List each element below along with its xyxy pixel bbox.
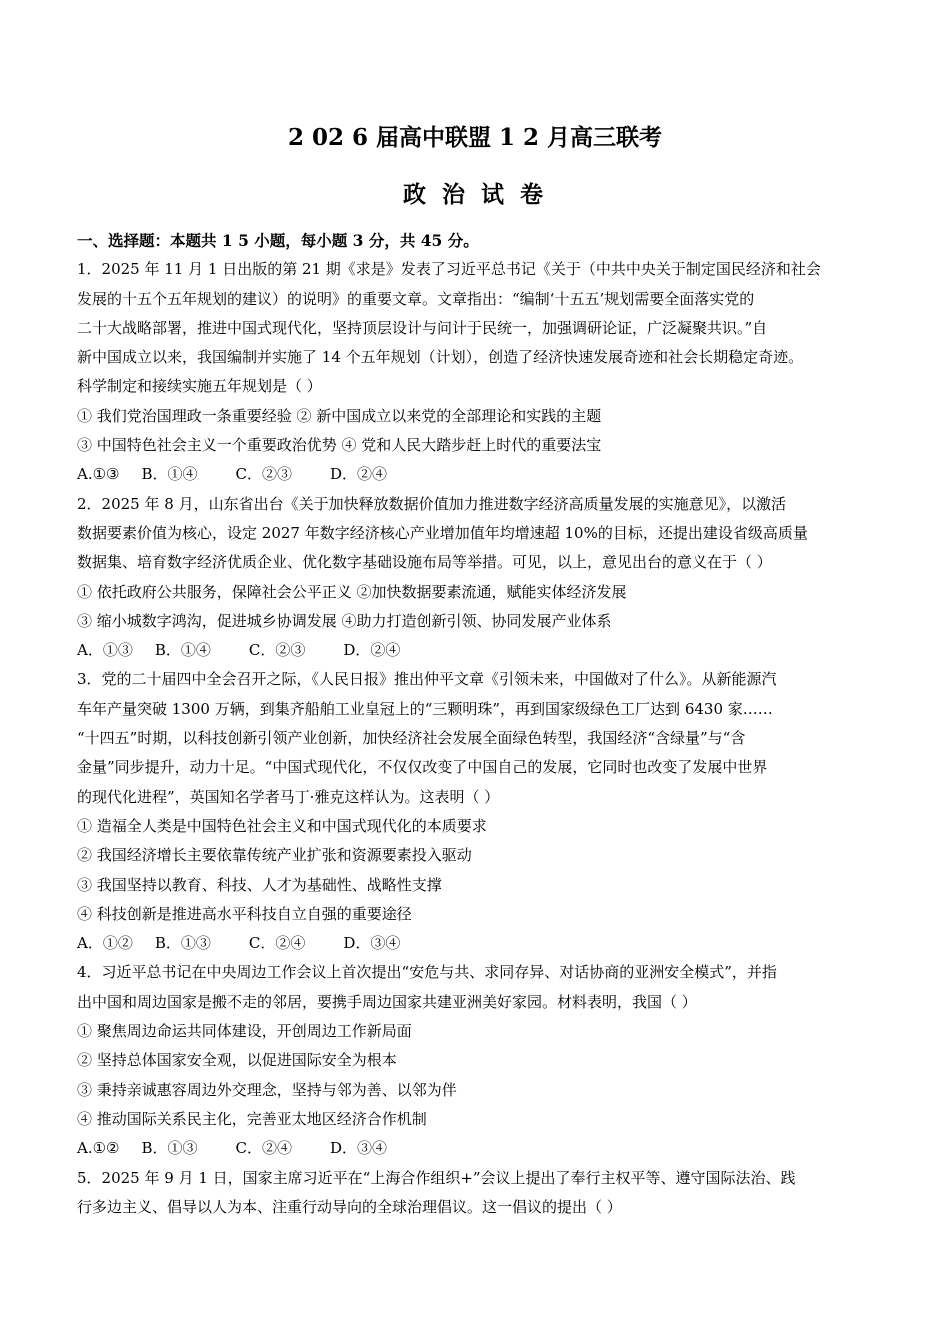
- statement-line: ④ 推动国际关系民主化，完善亚太地区经济合作机制: [77, 1109, 427, 1128]
- question-stem-line: 2．2025 年 8 月，山东省出台《关于加快释放数据价值加力推进数字经济高质量发展的实施意见》，以激活: [77, 494, 787, 513]
- answer-option[interactable]: A．①③: [77, 641, 133, 660]
- question-stem-line: 出中国和周边国家是搬不走的邻居，要携手周边国家共建亚洲美好家园。材料表明，我国（ ）: [77, 992, 697, 1011]
- question-stem-line: 行多边主义、倡导以人为本、注重行动导向的全球治理倡议。这一倡议的提出（ ）: [77, 1197, 622, 1216]
- question-stem-line: 二十大战略部署，推进中国式现代化，坚持顶层设计与问计于民统一，加强调研论证，广泛凝聚共识。”自: [77, 318, 768, 337]
- answer-option[interactable]: D．②④: [330, 465, 388, 484]
- exam-title: 2 02 6 届高中联盟 1 2 月高三联考: [287, 124, 663, 151]
- question-stem-line: 数据集、培育数字经济优质企业、优化数字基础设施布局等举措。可见，以上，意见出台的意义在于（ ）: [77, 553, 772, 572]
- statement-line: ③ 我国坚持以教育、科技、人才为基础性、战略性支撑: [77, 875, 442, 894]
- answer-option[interactable]: A.①③: [77, 465, 120, 484]
- answer-option[interactable]: B．①③: [141, 1139, 198, 1158]
- answer-option[interactable]: D．③④: [343, 934, 401, 953]
- answer-option[interactable]: D．③④: [330, 1139, 388, 1158]
- question-block: [77, 490, 907, 666]
- question-stem-line: 发展的十五个五年规划的建议）的说明》的重要文章。文章指出：“编制‘十五五’规划需要全面落实党的: [77, 289, 755, 308]
- statement-line: ① 聚焦周边命运共同体建设，开创周边工作新局面: [77, 1022, 412, 1041]
- answer-options: [77, 636, 907, 665]
- answer-option[interactable]: A.①②: [77, 1139, 120, 1158]
- question-stem-line: 新中国成立以来，我国编制并实施了 14 个五年规划（计划），创造了经济快速发展奇迹和社会长期稳定奇迹。: [77, 348, 804, 367]
- answer-options: [77, 460, 907, 489]
- question-stem-line: 数据要素价值为核心，设定 2027 年数字经济核心产业增加值年均增速超 10%的目标，还提出建设省级高质量: [77, 523, 808, 542]
- question-block: [77, 255, 907, 489]
- statement-line: ① 造福全人类是中国特色社会主义和中国式现代化的本质要求: [77, 816, 487, 835]
- question-stem-line: 科学制定和接续实施五年规划是（ ）: [77, 377, 322, 396]
- statement-line: ① 我们党治国理政一条重要经验 ② 新中国成立以来党的全部理论和实践的主题: [77, 406, 602, 425]
- question-list: [77, 255, 907, 1222]
- question-block: [77, 1164, 907, 1223]
- statement-line: ② 我国经济增长主要依靠传统产业扩张和资源要素投入驱动: [77, 846, 472, 865]
- answer-option[interactable]: C．②③: [248, 641, 306, 660]
- question-block: [77, 958, 907, 1163]
- statement-line: ③ 中国特色社会主义一个重要政治优势 ④ 党和人民大踏步赶上时代的重要法宝: [77, 436, 602, 455]
- answer-option[interactable]: A．①②: [77, 934, 133, 953]
- question-stem-line: 4．习近平总书记在中央周边工作会议上首次提出“安危与共、求同存异、对话协商的亚洲安全模式”，并指: [77, 963, 777, 982]
- exam-subject: 政 治 试 卷: [402, 181, 548, 208]
- section-heading: 一、选择题：本题共 1 5 小题，每小题 3 分，共 45 分。: [77, 231, 479, 250]
- statement-line: ④ 科技创新是推进高水平科技自立自强的重要途径: [77, 904, 412, 923]
- question-stem-line: “十四五”时期，以科技创新引领产业创新，加快经济社会发展全面绿色转型，我国经济“含绿量”与“含: [77, 729, 746, 748]
- answer-option[interactable]: C．②④: [235, 1139, 293, 1158]
- answer-option[interactable]: B．①③: [154, 934, 211, 953]
- answer-options: [77, 929, 907, 958]
- question-stem-line: 的现代化进程”，英国知名学者马丁·雅克这样认为。这表明（ ）: [77, 787, 500, 806]
- question-stem-line: 金量”同步提升，动力十足。“中国式现代化，不仅仅改变了中国自己的发展，它同时也改变了发展中世界: [77, 758, 768, 777]
- answer-option[interactable]: B．①④: [154, 641, 211, 660]
- question-block: [77, 665, 907, 958]
- statement-line: ③ 秉持亲诚惠容周边外交理念，坚持与邻为善、以邻为伴: [77, 1080, 457, 1099]
- answer-option[interactable]: B．①④: [141, 465, 198, 484]
- question-stem-line: 车年产量突破 1300 万辆，到集齐船舶工业皇冠上的“三颗明珠”，再到国家级绿色工厂达到 6430 家……: [77, 699, 773, 718]
- statement-line: ① 依托政府公共服务，保障社会公平正义 ②加快数据要素流通，赋能实体经济发展: [77, 582, 627, 601]
- answer-option[interactable]: D．②④: [343, 641, 401, 660]
- answer-options: [77, 1134, 907, 1163]
- question-stem-line: 3．党的二十届四中全会召开之际，《人民日报》推出仲平文章《引领未来，中国做对了什么》。从新能源汽: [77, 670, 777, 689]
- exam-content: [77, 226, 907, 1222]
- answer-option[interactable]: C．②③: [235, 465, 293, 484]
- answer-option[interactable]: C．②④: [248, 934, 306, 953]
- statement-line: ③ 缩小城数字鸿沟，促进城乡协调发展 ④助力打造创新引领、协同发展产业体系: [77, 611, 612, 630]
- question-stem-line: 1．2025 年 11 月 1 日出版的第 21 期《求是》发表了习近平总书记《关于（中共中央关于制定国民经济和社会: [77, 260, 821, 279]
- question-stem-line: 5．2025 年 9 月 1 日，国家主席习近平在“上海合作组织+”会议上提出了奉行主权平等、遵守国际法治、践: [77, 1168, 796, 1187]
- statement-line: ② 坚持总体国家安全观，以促进国际安全为根本: [77, 1051, 397, 1070]
